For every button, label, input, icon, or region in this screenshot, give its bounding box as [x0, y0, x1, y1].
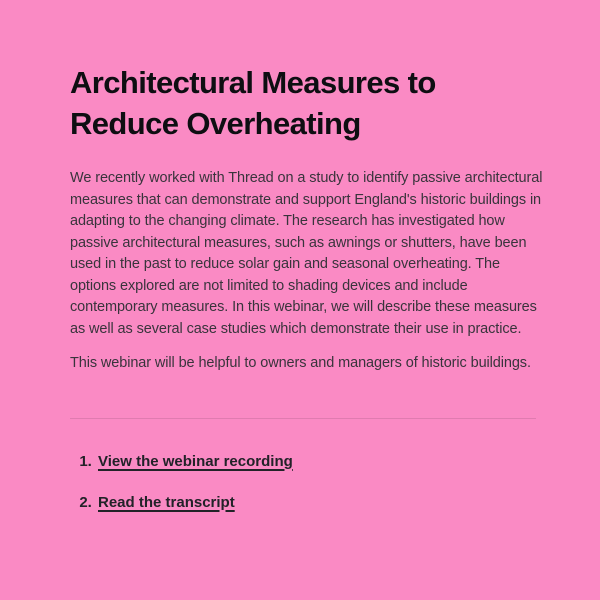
resource-link-list [70, 451, 545, 513]
page-title: Architectural Measures to Reduce Overheating [70, 65, 436, 141]
audience-paragraph: This webinar will be helpful to owners and managers of historic buildings. [70, 355, 531, 371]
intro-paragraph: We recently worked with Thread on a study to identify passive architectural measures that can demonstrate and support England's historic buildings in adapting to the changing climate. The research has investigated how passive architectural measures, such as awnings or shutters, have been used in the past to reduce solar gain and seasonal overheating. The options explored are not limited to shading devices and include contemporary measures. In this webinar, we will describe these measures as well as several case studies which demonstrate their use in practice. [70, 170, 543, 337]
transcript-link[interactable]: Read the transcript [98, 493, 235, 511]
webinar-recording-link[interactable]: View the webinar recording [98, 452, 293, 470]
list-item-transcript [96, 492, 545, 513]
divider [70, 418, 536, 419]
list-item-recording [96, 451, 545, 472]
